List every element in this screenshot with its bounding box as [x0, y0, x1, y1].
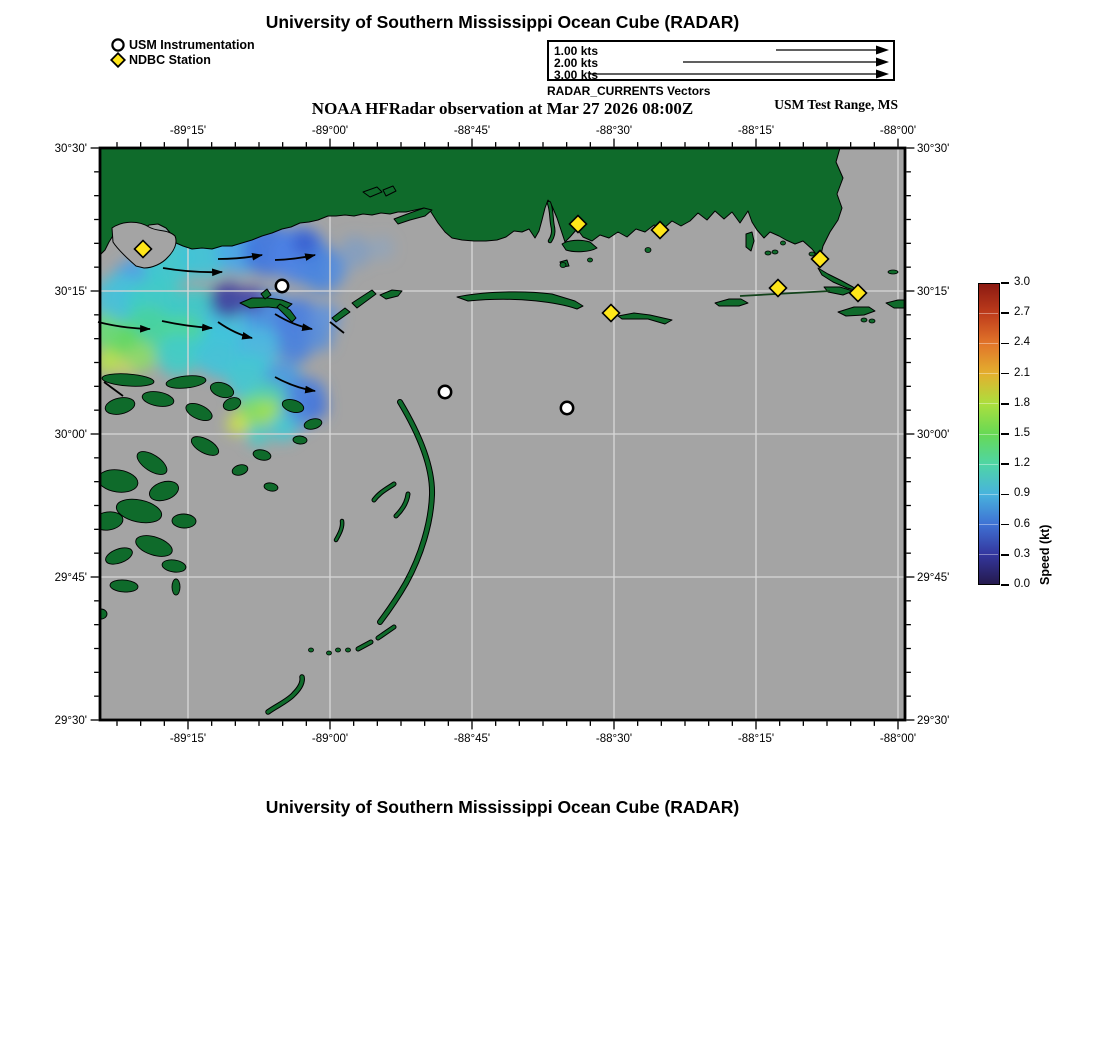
- y-tick-label-left: 30°15': [54, 286, 87, 298]
- colorbar-tick-label: 2.7: [1014, 306, 1030, 319]
- vector-scale-label-3: 3.00 kts: [554, 68, 599, 82]
- ndbc-station-icon: [110, 52, 126, 68]
- usm-instrument-marker: [276, 280, 288, 292]
- colorbar-tick: [1001, 403, 1009, 405]
- vector-scale-label-2: 2.00 kts: [554, 56, 599, 70]
- x-tick-label-bottom: -88°45': [453, 733, 491, 745]
- colorbar-separator: [979, 434, 998, 435]
- colorbar-tick-label: 2.1: [1014, 366, 1030, 379]
- colorbar-separator: [979, 343, 998, 344]
- vector-scale-caption: RADAR_CURRENTS Vectors: [547, 84, 711, 98]
- colorbar-tick-label: 0.9: [1014, 487, 1030, 500]
- colorbar-tick-label: 3.0: [1014, 276, 1030, 288]
- footer-title: University of Southern Mississippi Ocean Cube (RADAR): [265, 797, 740, 817]
- colorbar-tick: [1001, 373, 1009, 375]
- region-label: USM Test Range, MS: [774, 97, 898, 112]
- colorbar-separator: [979, 313, 998, 314]
- colorbar-tick-label: 1.8: [1014, 396, 1030, 409]
- x-tick-label-top: -88°00': [879, 125, 917, 137]
- colorbar-separator: [979, 403, 998, 404]
- x-tick-label-top: -88°15': [737, 125, 775, 137]
- colorbar-tick: [1001, 494, 1009, 496]
- y-tick-label-left: 29°45': [54, 572, 87, 584]
- vector-scale-label-1: 1.00 kts: [554, 44, 599, 58]
- x-tick-label-bottom: -88°00': [879, 733, 917, 745]
- colorbar-tick: [1001, 433, 1009, 435]
- colorbar-tick: [1001, 282, 1009, 284]
- colorbar-separator: [979, 464, 998, 465]
- y-tick-label-left: 30°30': [54, 143, 87, 155]
- y-tick-label-left: 30°00': [54, 429, 87, 441]
- x-tick-label-bottom: -88°15': [737, 733, 775, 745]
- colorbar-tick-label: 0.3: [1014, 547, 1030, 560]
- map-plot: [40, 120, 960, 765]
- x-tick-label-top: -89°15': [169, 125, 207, 137]
- y-tick-label-right: 29°45': [917, 572, 950, 584]
- legend-item-usm: [110, 37, 255, 53]
- x-tick-label-top: -89°00': [311, 125, 349, 137]
- colorbar-tick: [1001, 463, 1009, 465]
- colorbar-tick: [1001, 584, 1009, 586]
- x-tick-label-bottom: -88°30': [595, 733, 633, 745]
- colorbar-tick-label: 1.5: [1014, 427, 1030, 439]
- page-title: University of Southern Mississippi Ocean Cube (RADAR): [265, 12, 740, 32]
- x-tick-label-top: -88°30': [595, 125, 633, 137]
- y-tick-label-right: 30°30': [917, 143, 950, 155]
- x-tick-label-bottom: -89°15': [169, 733, 207, 745]
- colorbar-tick-label: 0.6: [1014, 517, 1030, 530]
- colorbar-tick-label: 0.0: [1014, 578, 1030, 590]
- colorbar-separator: [979, 373, 998, 374]
- x-tick-label-top: -88°45': [453, 125, 491, 137]
- usm-instrument-marker: [561, 402, 573, 414]
- vector-scale-box: [547, 40, 895, 81]
- usm-instrumentation-icon: [110, 37, 126, 53]
- colorbar-tick: [1001, 343, 1009, 345]
- legend-label-ndbc: NDBC Station: [129, 53, 211, 67]
- colorbar-tick-label: 1.2: [1014, 457, 1030, 470]
- y-tick-label-right: 29°30': [917, 715, 950, 727]
- vector-scale-arrows: [549, 42, 893, 82]
- colorbar-separator: [979, 524, 998, 525]
- colorbar: [978, 276, 1052, 590]
- x-tick-label-bottom: -89°00': [311, 733, 349, 745]
- legend-label-usm: USM Instrumentation: [129, 38, 255, 52]
- colorbar-tick: [1001, 524, 1009, 526]
- colorbar-tick: [1001, 312, 1009, 314]
- colorbar-tick-label: 2.4: [1014, 336, 1030, 349]
- y-tick-label-right: 30°15': [917, 286, 950, 298]
- colorbar-tick: [1001, 554, 1009, 556]
- colorbar-separator: [979, 554, 998, 555]
- map-subtitle: NOAA HFRadar observation at Mar 27 2026 08:00Z: [311, 99, 694, 118]
- legend-item-ndbc: [110, 52, 211, 68]
- y-tick-label-left: 29°30': [54, 715, 87, 727]
- y-tick-label-right: 30°00': [917, 429, 950, 441]
- colorbar-title: Speed (kt): [1038, 524, 1052, 585]
- usm-instrument-marker: [439, 386, 451, 398]
- colorbar-separator: [979, 494, 998, 495]
